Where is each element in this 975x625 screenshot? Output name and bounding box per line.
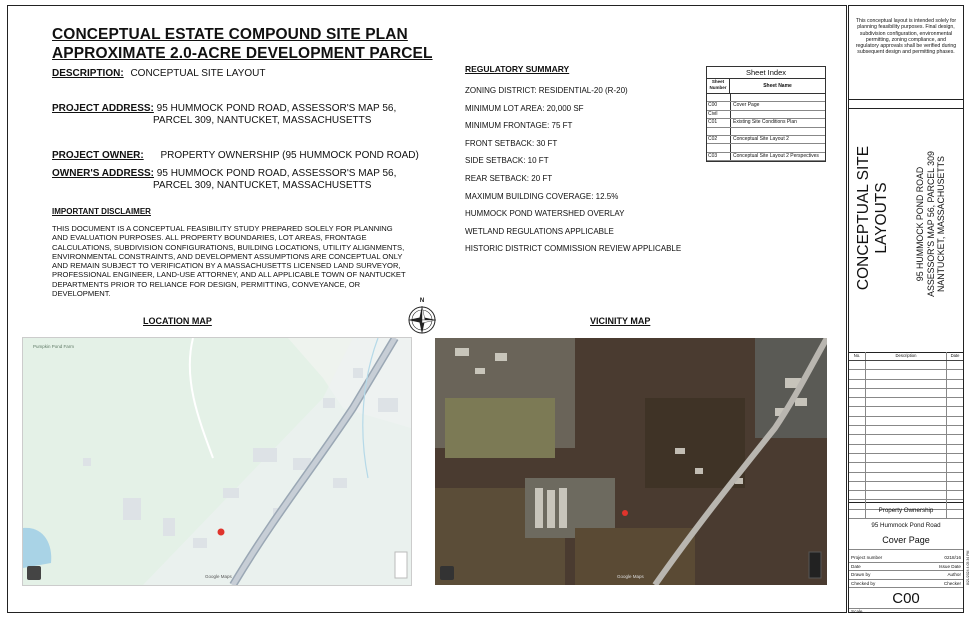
disclaimer-heading: IMPORTANT DISCLAIMER (52, 207, 151, 216)
regulatory-item: FRONT SETBACK: 30 FT (465, 138, 558, 148)
sheet-index-number: C01 (707, 119, 731, 126)
title-block-info (849, 502, 963, 612)
date-row (849, 563, 963, 572)
regulatory-item: MINIMUM LOT AREA: 20,000 SF (465, 103, 584, 113)
sheet-address-line-3: NANTUCKET, MASSACHUSETTS (936, 156, 946, 292)
revision-row (849, 454, 963, 463)
revision-table (849, 352, 963, 503)
sheet-index-name: Cover Page (733, 102, 760, 109)
sheet-name: Cover Page (849, 535, 963, 550)
sheet-index-title: Sheet Index (707, 67, 825, 79)
project-owner-row (52, 150, 419, 162)
regulatory-item: MINIMUM FRONTAGE: 75 FT (465, 121, 573, 131)
revision-cell (947, 370, 963, 378)
north-arrow-icon (407, 298, 437, 338)
revision-cell (866, 361, 947, 369)
sheet-index-number: C03 (707, 153, 731, 160)
regulatory-item: HUMMOCK POND WATERSHED OVERLAY (465, 209, 625, 219)
revision-header (849, 352, 963, 361)
revision-cell (866, 398, 947, 406)
revision-row (849, 491, 963, 500)
revision-cell (947, 426, 963, 434)
sheet-number-header: Sheet Number (707, 79, 730, 93)
sheet-index-name (731, 94, 825, 101)
revision-cell (947, 417, 963, 425)
revision-cell (849, 491, 866, 499)
title-line-2: APPROXIMATE 2.0-ACRE DEVELOPMENT PARCEL (52, 45, 433, 62)
sheet-index-number (707, 128, 731, 135)
revision-row (849, 426, 963, 435)
project-owner-value: PROPERTY OWNERSHIP (95 HUMMOCK POND ROAD) (160, 150, 419, 161)
revision-cell (849, 482, 866, 490)
print-timestamp: 8/21/2024 4:05:34 PM (966, 550, 970, 585)
project-address-label: PROJECT ADDRESS: (52, 103, 154, 114)
sheet-index-row (707, 94, 825, 102)
revision-cell (849, 370, 866, 378)
owner-address-row (52, 168, 396, 180)
map-branding: Google Maps (205, 574, 232, 579)
regulatory-item: SIDE SETBACK: 10 FT (465, 156, 549, 166)
revision-cell (866, 454, 947, 462)
revision-cell (849, 417, 866, 425)
sheet-title-panel (849, 108, 963, 353)
revision-cell (849, 463, 866, 471)
title-block-note: This conceptual layout is intended solely for planning feasibility purposes. Final design, subdivision configuration, environmental permitting, zoning compliance, and regulatory approvals shall be verified during subsequent design and permitting phases. (849, 6, 963, 100)
revision-cell (947, 482, 963, 490)
sheet-index-number (707, 94, 731, 101)
revision-row (849, 370, 963, 379)
sheet-title-line-2: LAYOUTS (873, 182, 890, 254)
sheet-index-table (706, 66, 826, 162)
revision-cell (947, 491, 963, 499)
revision-cell (849, 361, 866, 369)
sheet-index-rows (707, 94, 825, 161)
sheet-index-row (707, 136, 825, 144)
checked-by-row (849, 580, 963, 589)
drawn-by-value: Author (947, 572, 961, 577)
sheet-index-row (707, 111, 825, 119)
revision-cell (866, 445, 947, 453)
revision-row (849, 398, 963, 407)
revision-cell (849, 435, 866, 443)
description-label: DESCRIPTION: (52, 68, 124, 79)
sheet-index-number: C02 (707, 136, 731, 143)
sheet-title-vertical (855, 118, 891, 318)
revision-cell (849, 473, 866, 481)
sheet-name-header: Sheet Name (763, 83, 792, 89)
rev-description-header: Description (866, 352, 947, 360)
revision-cell (866, 389, 947, 397)
sheet-index-row (707, 153, 825, 161)
revision-cell (947, 407, 963, 415)
revision-cell (866, 435, 947, 443)
revision-cell (866, 370, 947, 378)
revision-cell (849, 407, 866, 415)
owner-address-line-1: 95 HUMMOCK POND ROAD, ASSESSOR'S MAP 56, (156, 168, 397, 179)
revision-cell (947, 463, 963, 471)
drawn-by-label: Drawn by (851, 572, 871, 577)
revision-cell (947, 435, 963, 443)
revision-row (849, 445, 963, 454)
owner-address-line-2: PARCEL 309, NANTUCKET, MASSACHUSETTS (153, 180, 372, 191)
poi-label[interactable]: Pumpkin Pond Farm (33, 344, 75, 349)
revision-cell (849, 426, 866, 434)
sheet-index-header (707, 79, 825, 94)
sheet-index-row (707, 128, 825, 136)
rev-date-header: Date (950, 353, 960, 358)
revision-row (849, 473, 963, 482)
sheet-index-name: Conceptual Site Layout 2 (733, 135, 789, 142)
sheet-index-row (707, 144, 825, 152)
sheet-index-row (707, 102, 825, 110)
revision-cell (947, 445, 963, 453)
sheet-index-name: Existing Site Conditions Plan (733, 119, 797, 126)
title-line-1: CONCEPTUAL ESTATE COMPOUND SITE PLAN (52, 26, 408, 43)
checked-by-value: Checker (943, 580, 961, 586)
revision-cell (849, 445, 866, 453)
revision-cell (947, 398, 963, 406)
sheet-index-name (731, 144, 825, 151)
location-map[interactable] (22, 337, 412, 586)
revision-cell (866, 380, 947, 388)
project-number-label: Project number (851, 555, 883, 560)
revision-cell (947, 473, 963, 481)
sheet-address-line-1: 95 HUMMOCK POND ROAD (915, 166, 925, 282)
project-owner-label: PROJECT OWNER: (52, 150, 144, 161)
revision-cell (866, 491, 947, 499)
title-block-fields (849, 554, 963, 588)
revision-cell (866, 473, 947, 481)
north-label: N (419, 298, 425, 304)
sheet-index-name (731, 128, 825, 135)
description-row (52, 68, 265, 80)
revision-row (849, 380, 963, 389)
revision-row (849, 361, 963, 370)
rev-no-header: No. (849, 352, 866, 360)
description-value: CONCEPTUAL SITE LAYOUT (130, 68, 266, 79)
project-address-line-1: 95 HUMMOCK POND ROAD, ASSESSOR'S MAP 56, (156, 103, 397, 114)
regulatory-item: REAR SETBACK: 20 FT (465, 173, 553, 183)
sheet-title-line-1: CONCEPTUAL SITE (855, 145, 872, 291)
sheet-index-row (707, 119, 825, 127)
revision-cell (849, 380, 866, 388)
revision-row (849, 435, 963, 444)
vicinity-map[interactable] (435, 338, 827, 585)
revision-row (849, 463, 963, 472)
revision-cell (866, 417, 947, 425)
revision-cell (866, 482, 947, 490)
sheet-number: C00 (892, 590, 920, 607)
scale-label: Scale (849, 608, 963, 614)
client-name: Property Ownership (878, 507, 934, 514)
regulatory-item: WETLAND REGULATIONS APPLICABLE (465, 226, 614, 236)
sheet-index-name (731, 111, 825, 118)
disclaimer-body: THIS DOCUMENT IS A CONCEPTUAL FEASIBILITY STUDY PREPARED SOLELY FOR PLANNING AND EVALUATION PURPOSES. ALL PROPERTY BOUNDARIES, LOT AREAS, FRONTAGE CALCULATIONS, SUBDIVISION CONFIGURATIONS, BUILDING LOCATIONS, UTILITY ALIGNMENTS, ENVIRONMENTAL CONSTRAINTS, AND DEVELOPMENT ASSUMPTIONS ARE CONCEPTUAL ONLY AND REMAIN SUBJECT TO VERIFICATION BY A MASSACHUSETTS LICENSED LAND SURVEYOR, PROFESSIONAL ENGINEER, LAND-USE ATTORNEY, AND ALL APPLICABLE TOWN OF NANTUCKET DEPARTMENTS PRIOR TO RELIANCE FOR DESIGN, PERMITTING, CONVEYANCE, OR DEVELOPMENT. (52, 224, 406, 299)
vicinity-map-branding: Google Maps (617, 574, 644, 579)
sheet-index-number (707, 144, 731, 151)
owner-address-label: OWNER'S ADDRESS: (52, 168, 155, 179)
revision-cell (947, 361, 963, 369)
revision-row (849, 407, 963, 416)
project-address-row (52, 103, 396, 115)
revision-cell (866, 463, 947, 471)
regulatory-item: ZONING DISTRICT: RESIDENTIAL-20 (R-20) (465, 86, 628, 95)
sheet-address-line-2: ASSESSOR'S MAP 56, PARCEL 309 (925, 151, 936, 297)
revision-row (849, 482, 963, 491)
sheet-address-vertical (915, 114, 947, 334)
sheet-index-number: Civil (707, 111, 731, 118)
revision-cell (947, 389, 963, 397)
regulatory-list (465, 82, 681, 258)
regulatory-item: HISTORIC DISTRICT COMMISSION REVIEW APPLICABLE (465, 244, 682, 254)
title-block (848, 5, 964, 613)
project-name: 95 Hummock Pond Road (871, 522, 941, 529)
revision-cell (947, 380, 963, 388)
revision-cell (849, 389, 866, 397)
project-number-value: 0218/16 (944, 555, 961, 560)
drawn-by-row (849, 571, 963, 580)
project-number-row (849, 554, 963, 563)
sheet-index-name: Conceptual Site Layout 2 Perspectives (733, 152, 819, 159)
vicinity-map-title: VICINITY MAP (590, 316, 651, 326)
revision-cell (866, 407, 947, 415)
regulatory-heading: REGULATORY SUMMARY (465, 64, 570, 74)
project-address-line-2: PARCEL 309, NANTUCKET, MASSACHUSETTS (153, 115, 372, 126)
revision-cell (866, 426, 947, 434)
date-value: Issue Date (939, 563, 961, 569)
revision-rows (849, 361, 963, 519)
revision-cell (849, 454, 866, 462)
date-label: Date (851, 563, 861, 569)
location-map-title: LOCATION MAP (143, 316, 212, 326)
revision-cell (849, 398, 866, 406)
revision-cell (947, 454, 963, 462)
sheet-title (52, 25, 433, 63)
revision-row (849, 389, 963, 398)
sheet-index-number: C00 (707, 102, 731, 109)
checked-by-label: Checked by (851, 580, 876, 586)
revision-row (849, 417, 963, 426)
regulatory-item: MAXIMUM BUILDING COVERAGE: 12.5% (465, 191, 619, 201)
